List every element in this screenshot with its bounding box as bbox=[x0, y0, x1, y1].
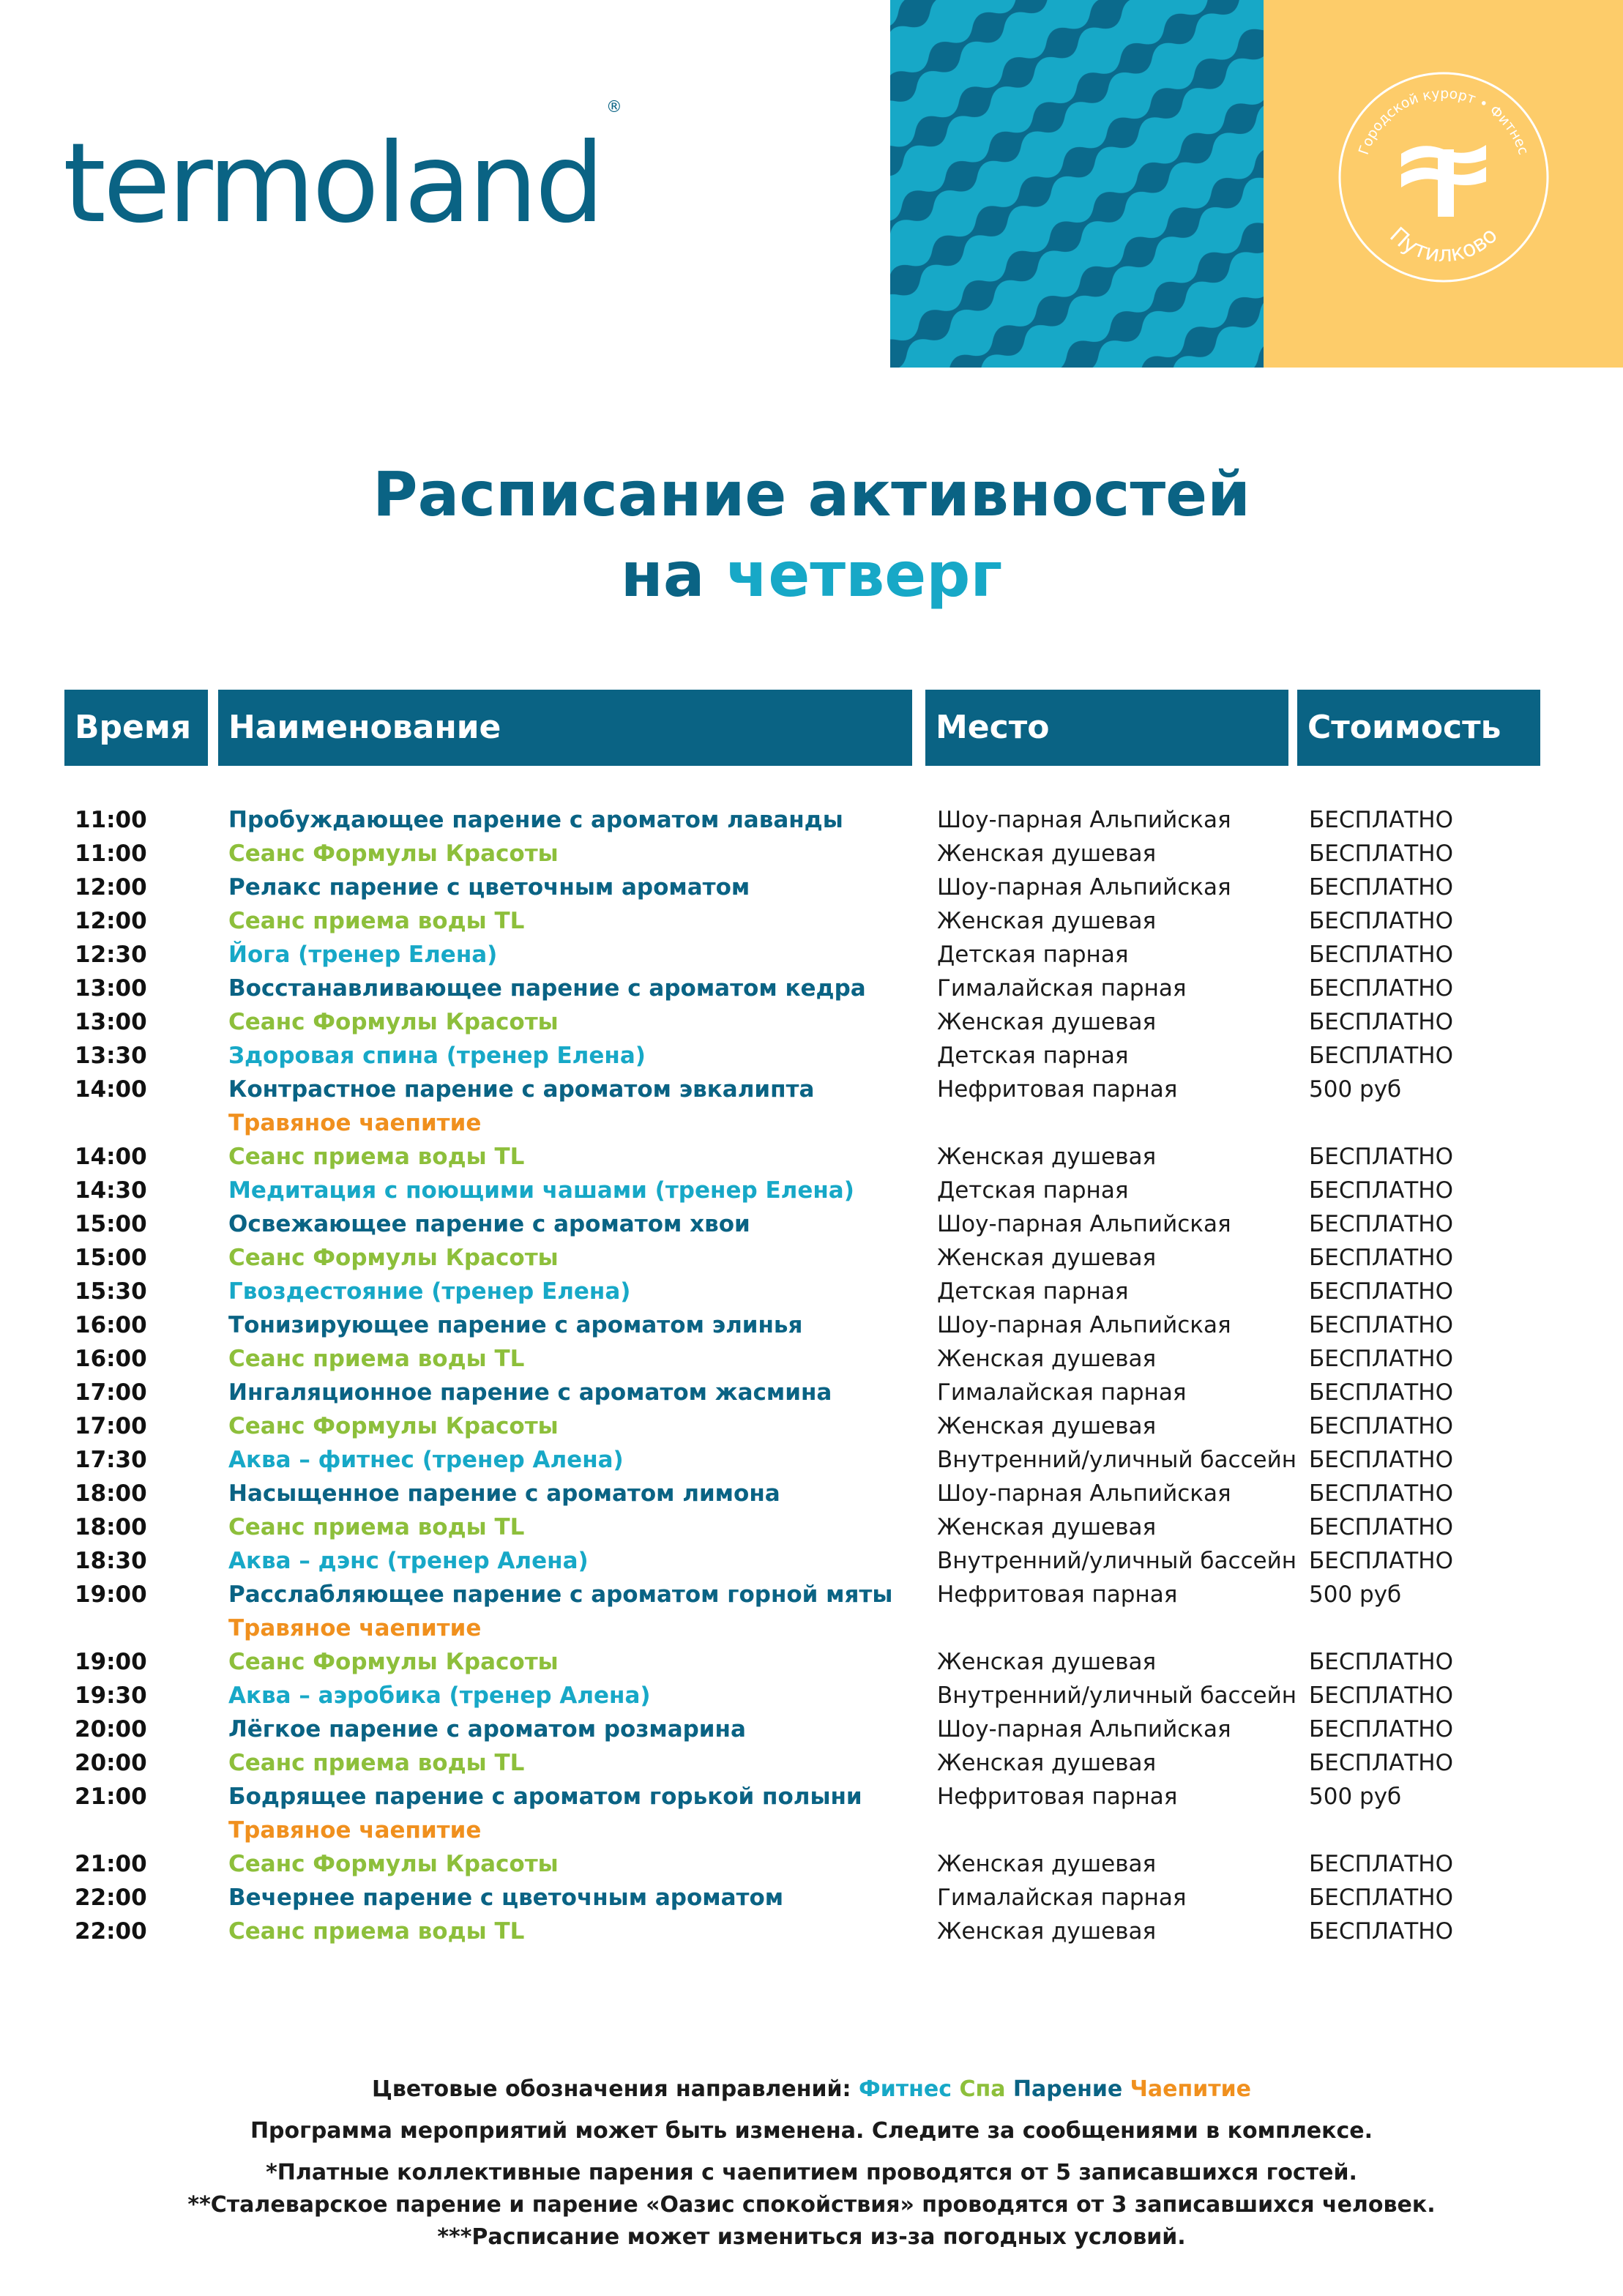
title-line-2 bbox=[0, 534, 1623, 615]
table-row bbox=[0, 1106, 1623, 1140]
price-cell: БЕСПЛАТНО bbox=[1309, 1514, 1453, 1540]
price-cell: БЕСПЛАТНО bbox=[1309, 1177, 1453, 1204]
activity-name-cell: Травяное чаепитие bbox=[228, 1110, 482, 1136]
table-row bbox=[0, 1510, 1623, 1544]
table-row bbox=[0, 972, 1623, 1005]
price-cell: БЕСПЛАТНО bbox=[1309, 1682, 1453, 1709]
price-cell: БЕСПЛАТНО bbox=[1309, 1312, 1453, 1338]
price-cell: БЕСПЛАТНО bbox=[1309, 1245, 1453, 1271]
price-cell: БЕСПЛАТНО bbox=[1309, 874, 1453, 901]
price-cell: БЕСПЛАТНО bbox=[1309, 1278, 1453, 1305]
time-cell: 12:00 bbox=[75, 908, 147, 934]
header-place: Место bbox=[925, 690, 1288, 766]
legend-steam: Парение bbox=[1012, 2076, 1123, 2102]
activity-name-cell: Травяное чаепитие bbox=[228, 1615, 482, 1641]
price-cell: БЕСПЛАТНО bbox=[1309, 1413, 1453, 1439]
place-cell: Нефритовая парная bbox=[937, 1581, 1178, 1608]
schedule-table bbox=[0, 803, 1623, 1948]
table-row bbox=[0, 1342, 1623, 1376]
badge-emblem-icon bbox=[1401, 145, 1486, 217]
activity-name-cell: Сеанс приема воды TL bbox=[228, 1750, 525, 1776]
legend-label: Цветовые обозначения направлений: bbox=[372, 2076, 851, 2102]
table-row bbox=[0, 1915, 1623, 1948]
price-cell: БЕСПЛАТНО bbox=[1309, 840, 1453, 867]
activity-name-cell: Пробуждающее парение с ароматом лаванды bbox=[228, 807, 843, 833]
place-cell: Гималайская парная bbox=[937, 1379, 1187, 1406]
table-row bbox=[0, 904, 1623, 938]
activity-name-cell: Травяное чаепитие bbox=[228, 1817, 482, 1844]
activity-name-cell: Лёгкое парение с ароматом розмарина bbox=[228, 1716, 746, 1742]
time-cell: 11:00 bbox=[75, 840, 147, 867]
time-cell: 20:00 bbox=[75, 1750, 147, 1776]
table-row bbox=[0, 803, 1623, 837]
table-row bbox=[0, 1814, 1623, 1847]
legend-spa: Спа bbox=[959, 2076, 1006, 2102]
place-cell: Нефритовая парная bbox=[937, 1076, 1178, 1103]
price-cell: 500 руб bbox=[1309, 1076, 1402, 1103]
legend-fitness: Фитнес bbox=[858, 2076, 952, 2102]
activity-name-cell: Йога (тренер Елена) bbox=[228, 942, 498, 968]
price-cell: БЕСПЛАТНО bbox=[1309, 1851, 1453, 1877]
place-cell: Женская душевая bbox=[937, 908, 1157, 934]
place-cell: Внутренний/уличный бассейн bbox=[937, 1548, 1297, 1574]
time-cell: 15:30 bbox=[75, 1278, 147, 1305]
price-cell: БЕСПЛАТНО bbox=[1309, 1211, 1453, 1237]
time-cell: 13:30 bbox=[75, 1043, 147, 1069]
time-cell: 21:00 bbox=[75, 1851, 147, 1877]
time-cell: 16:00 bbox=[75, 1312, 147, 1338]
activity-name-cell: Ингаляционное парение с ароматом жасмина bbox=[228, 1379, 832, 1406]
time-cell: 19:00 bbox=[75, 1581, 147, 1608]
place-cell: Гималайская парная bbox=[937, 975, 1187, 1002]
price-cell: 500 руб bbox=[1309, 1783, 1402, 1810]
price-cell: 500 руб bbox=[1309, 1581, 1402, 1608]
place-cell: Женская душевая bbox=[937, 1144, 1157, 1170]
place-cell: Гималайская парная bbox=[937, 1885, 1187, 1911]
price-cell: БЕСПЛАТНО bbox=[1309, 1144, 1453, 1170]
table-row bbox=[0, 837, 1623, 871]
table-row bbox=[0, 1544, 1623, 1578]
place-cell: Женская душевая bbox=[937, 1851, 1157, 1877]
place-cell: Нефритовая парная bbox=[937, 1783, 1178, 1810]
activity-name-cell: Сеанс Формулы Красоты bbox=[228, 1851, 559, 1877]
place-cell: Женская душевая bbox=[937, 1649, 1157, 1675]
table-row bbox=[0, 1005, 1623, 1039]
table-row bbox=[0, 1376, 1623, 1409]
table-row bbox=[0, 1712, 1623, 1746]
table-row bbox=[0, 1174, 1623, 1207]
place-cell: Шоу-парная Альпийская bbox=[937, 1716, 1231, 1742]
place-cell: Детская парная bbox=[937, 1278, 1129, 1305]
activity-name-cell: Восстанавливающее парение с ароматом кедра bbox=[228, 975, 866, 1002]
activity-name-cell: Вечернее парение с цветочным ароматом bbox=[228, 1885, 784, 1911]
title-line-1: Расписание активностей bbox=[373, 458, 1250, 530]
time-cell: 12:30 bbox=[75, 942, 147, 968]
price-cell: БЕСПЛАТНО bbox=[1309, 1548, 1453, 1574]
price-cell: БЕСПЛАТНО bbox=[1309, 1750, 1453, 1776]
table-row bbox=[0, 1073, 1623, 1106]
table-row bbox=[0, 1443, 1623, 1477]
activity-name-cell: Сеанс Формулы Красоты bbox=[228, 1413, 559, 1439]
place-cell: Детская парная bbox=[937, 1177, 1129, 1204]
table-row bbox=[0, 1308, 1623, 1342]
table-row bbox=[0, 1780, 1623, 1814]
table-row bbox=[0, 871, 1623, 904]
time-cell: 19:30 bbox=[75, 1682, 147, 1709]
header-price: Стоимость bbox=[1297, 690, 1540, 766]
activity-name-cell: Сеанс приема воды TL bbox=[228, 1514, 525, 1540]
place-cell: Женская душевая bbox=[937, 1245, 1157, 1271]
badge-top-text: Городской курорт • Фитнес bbox=[1355, 85, 1532, 157]
activity-name-cell: Сеанс Формулы Красоты bbox=[228, 1245, 559, 1271]
time-cell: 19:00 bbox=[75, 1649, 147, 1675]
activity-name-cell: Медитация с поющими чашами (тренер Елена) bbox=[228, 1177, 854, 1204]
time-cell: 17:00 bbox=[75, 1379, 147, 1406]
table-row bbox=[0, 1611, 1623, 1645]
place-cell: Женская душевая bbox=[937, 1750, 1157, 1776]
price-cell: БЕСПЛАТНО bbox=[1309, 1346, 1453, 1372]
activity-name-cell: Сеанс приема воды TL bbox=[228, 908, 525, 934]
place-cell: Шоу-парная Альпийская bbox=[937, 1312, 1231, 1338]
page-title bbox=[0, 454, 1623, 615]
legend bbox=[0, 2076, 1623, 2102]
footnote-3: ***Расписание может измениться из-за погодных условий. bbox=[437, 2224, 1186, 2250]
time-cell: 17:30 bbox=[75, 1447, 147, 1473]
table-row bbox=[0, 1477, 1623, 1510]
time-cell: 18:00 bbox=[75, 1514, 147, 1540]
putilkovo-badge bbox=[1334, 67, 1553, 287]
price-cell: БЕСПЛАТНО bbox=[1309, 807, 1453, 833]
price-cell: БЕСПЛАТНО bbox=[1309, 942, 1453, 968]
activity-name-cell: Сеанс Формулы Красоты bbox=[228, 1009, 559, 1035]
place-cell: Шоу-парная Альпийская bbox=[937, 1211, 1231, 1237]
activity-name-cell: Бодрящее парение с ароматом горькой полыни bbox=[228, 1783, 862, 1810]
header-name: Наименование bbox=[218, 690, 912, 766]
time-cell: 20:00 bbox=[75, 1716, 147, 1742]
footnote-2: **Сталеварское парение и парение «Оазис спокойствия» проводятся от 3 записавшихся человек. bbox=[187, 2192, 1436, 2218]
place-cell: Женская душевая bbox=[937, 840, 1157, 867]
time-cell: 13:00 bbox=[75, 1009, 147, 1035]
table-row bbox=[0, 1275, 1623, 1308]
table-row bbox=[0, 1140, 1623, 1174]
termoland-logo bbox=[63, 98, 622, 247]
price-cell: БЕСПЛАТНО bbox=[1309, 1009, 1453, 1035]
title-prefix: на bbox=[620, 539, 726, 611]
time-cell: 22:00 bbox=[75, 1918, 147, 1945]
activity-name-cell: Насыщенное парение с ароматом лимона bbox=[228, 1480, 780, 1507]
time-cell: 15:00 bbox=[75, 1211, 147, 1237]
table-row bbox=[0, 1578, 1623, 1611]
registered-mark: ® bbox=[605, 98, 622, 116]
place-cell: Женская душевая bbox=[937, 1918, 1157, 1945]
activity-name-cell: Тонизирующее парение с ароматом элинья bbox=[228, 1312, 803, 1338]
price-cell: БЕСПЛАТНО bbox=[1309, 1918, 1453, 1945]
price-cell: БЕСПЛАТНО bbox=[1309, 1447, 1453, 1473]
time-cell: 18:00 bbox=[75, 1480, 147, 1507]
table-row bbox=[0, 1645, 1623, 1679]
wave-pattern bbox=[890, 0, 1264, 368]
price-cell: БЕСПЛАТНО bbox=[1309, 1480, 1453, 1507]
place-cell: Детская парная bbox=[937, 942, 1129, 968]
activity-name-cell: Расслабляющее парение с ароматом горной мяты bbox=[228, 1581, 893, 1608]
place-cell: Внутренний/уличный бассейн bbox=[937, 1447, 1297, 1473]
time-cell: 21:00 bbox=[75, 1783, 147, 1810]
activity-name-cell: Освежающее парение с ароматом хвои bbox=[228, 1211, 750, 1237]
time-cell: 14:00 bbox=[75, 1076, 147, 1103]
time-cell: 16:00 bbox=[75, 1346, 147, 1372]
table-row bbox=[0, 1746, 1623, 1780]
activity-name-cell: Сеанс приема воды TL bbox=[228, 1918, 525, 1945]
activity-name-cell: Сеанс приема воды TL bbox=[228, 1346, 525, 1372]
place-cell: Детская парная bbox=[937, 1043, 1129, 1069]
price-cell: БЕСПЛАТНО bbox=[1309, 908, 1453, 934]
time-cell: 17:00 bbox=[75, 1413, 147, 1439]
price-cell: БЕСПЛАТНО bbox=[1309, 1379, 1453, 1406]
price-cell: БЕСПЛАТНО bbox=[1309, 1043, 1453, 1069]
activity-name-cell: Здоровая спина (тренер Елена) bbox=[228, 1043, 646, 1069]
time-cell: 12:00 bbox=[75, 874, 147, 901]
table-row bbox=[0, 938, 1623, 972]
activity-name-cell: Аква – аэробика (тренер Алена) bbox=[228, 1682, 651, 1709]
place-cell: Шоу-парная Альпийская bbox=[937, 807, 1231, 833]
activity-name-cell: Сеанс Формулы Красоты bbox=[228, 840, 559, 867]
time-cell: 13:00 bbox=[75, 975, 147, 1002]
activity-name-cell: Контрастное парение с ароматом эвкалипта bbox=[228, 1076, 815, 1103]
activity-name-cell: Сеанс приема воды TL bbox=[228, 1144, 525, 1170]
footnote-1: *Платные коллективные парения с чаепитием проводятся от 5 записавшихся гостей. bbox=[266, 2160, 1357, 2185]
activity-name-cell: Аква – фитнес (тренер Алена) bbox=[228, 1447, 624, 1473]
table-row bbox=[0, 1881, 1623, 1915]
activity-name-cell: Гвоздестояние (тренер Елена) bbox=[228, 1278, 631, 1305]
price-cell: БЕСПЛАТНО bbox=[1309, 1885, 1453, 1911]
time-cell: 14:30 bbox=[75, 1177, 147, 1204]
place-cell: Шоу-парная Альпийская bbox=[937, 874, 1231, 901]
price-cell: БЕСПЛАТНО bbox=[1309, 1649, 1453, 1675]
time-cell: 18:30 bbox=[75, 1548, 147, 1574]
activity-name-cell: Сеанс Формулы Красоты bbox=[228, 1649, 559, 1675]
logo-text: termoland bbox=[63, 120, 602, 247]
table-row bbox=[0, 1409, 1623, 1443]
place-cell: Женская душевая bbox=[937, 1413, 1157, 1439]
place-cell: Женская душевая bbox=[937, 1514, 1157, 1540]
table-row bbox=[0, 1039, 1623, 1073]
place-cell: Шоу-парная Альпийская bbox=[937, 1480, 1231, 1507]
place-cell: Внутренний/уличный бассейн bbox=[937, 1682, 1297, 1709]
table-row bbox=[0, 1241, 1623, 1275]
activity-name-cell: Релакс парение с цветочным ароматом bbox=[228, 874, 750, 901]
time-cell: 14:00 bbox=[75, 1144, 147, 1170]
time-cell: 22:00 bbox=[75, 1885, 147, 1911]
place-cell: Женская душевая bbox=[937, 1346, 1157, 1372]
time-cell: 15:00 bbox=[75, 1245, 147, 1271]
price-cell: БЕСПЛАТНО bbox=[1309, 1716, 1453, 1742]
table-row bbox=[0, 1207, 1623, 1241]
header-time: Время bbox=[64, 690, 208, 766]
wave-pattern-graphic bbox=[890, 0, 1264, 368]
price-cell: БЕСПЛАТНО bbox=[1309, 975, 1453, 1002]
badge-bottom-text: Путилково bbox=[1384, 222, 1503, 268]
activity-name-cell: Аква – дэнс (тренер Алена) bbox=[228, 1548, 589, 1574]
program-note: Программа мероприятий может быть изменена. Следите за сообщениями в комплексе. bbox=[250, 2118, 1373, 2144]
table-row bbox=[0, 1679, 1623, 1712]
place-cell: Женская душевая bbox=[937, 1009, 1157, 1035]
table-row bbox=[0, 1847, 1623, 1881]
title-day: четверг bbox=[725, 539, 1003, 611]
legend-tea: Чаепитие bbox=[1130, 2076, 1251, 2102]
time-cell: 11:00 bbox=[75, 807, 147, 833]
